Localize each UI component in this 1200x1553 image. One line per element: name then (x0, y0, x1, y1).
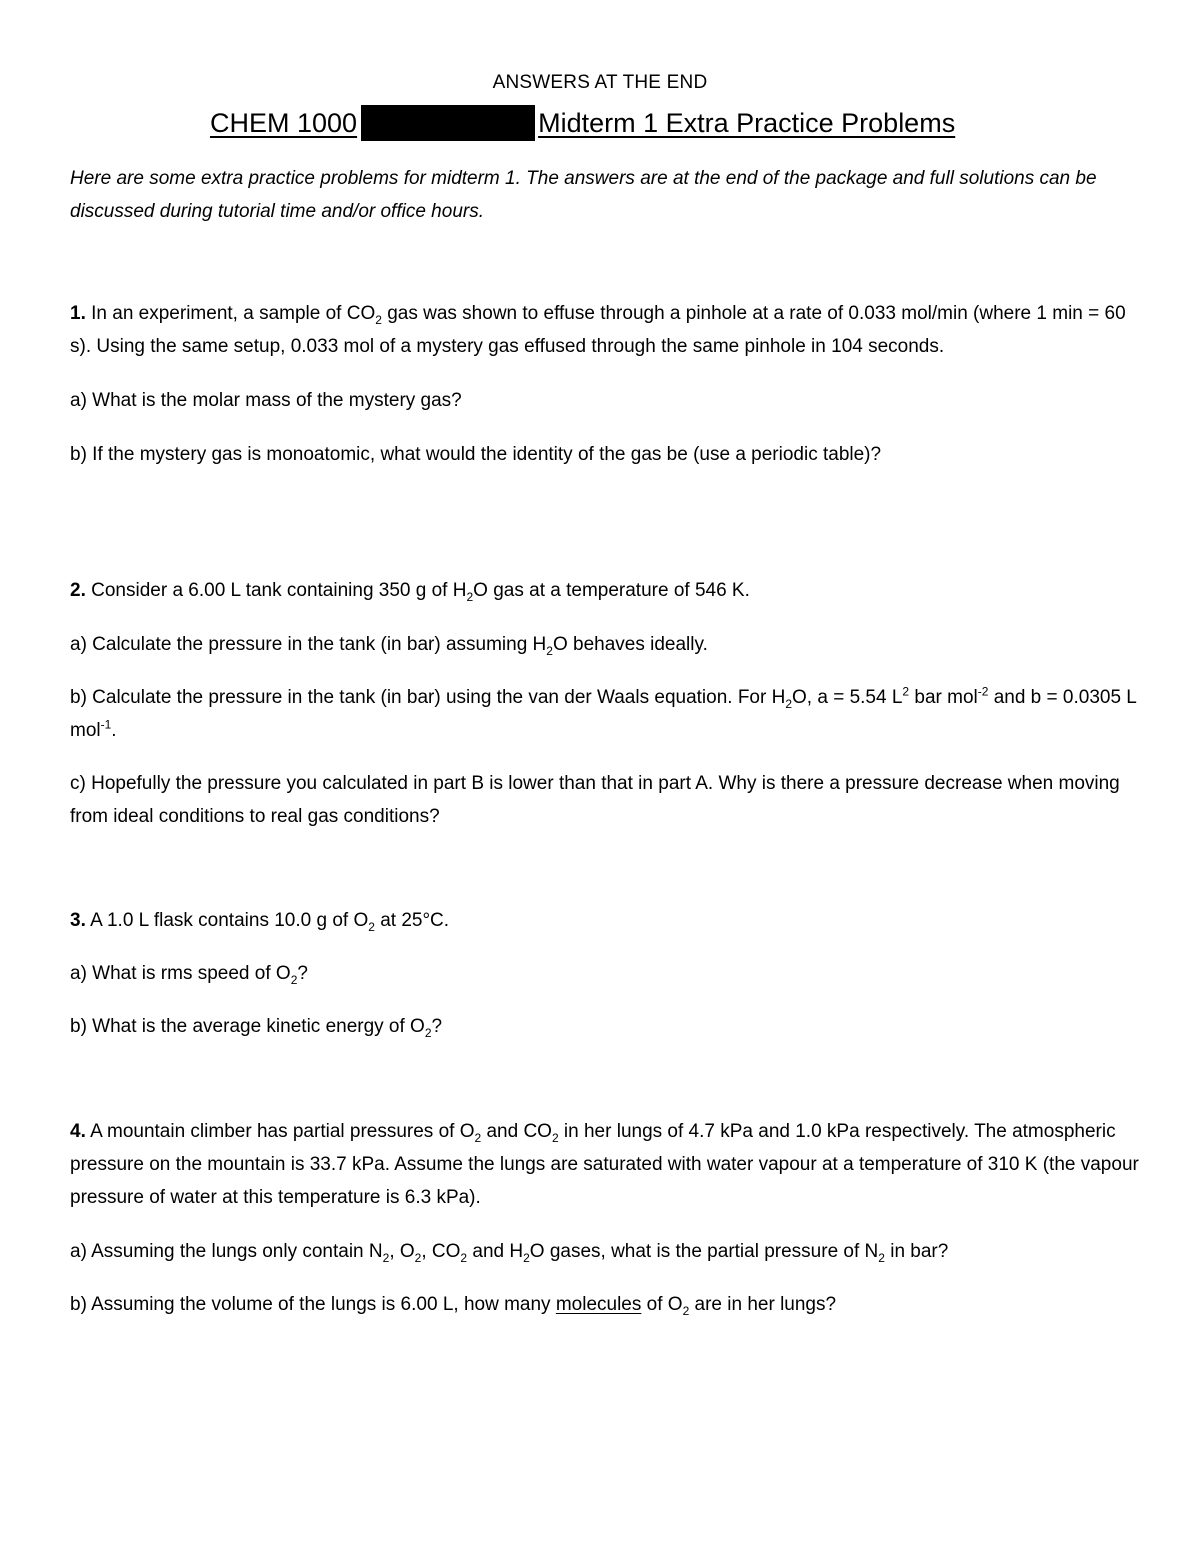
question-4-stem: 4. A mountain climber has partial pressures of $O_2$ and $CO_2$ in her lungs of 4.7 kPa and 1.0 kPa respectively. The atmospheric pressure on the mountain is 33.7 kPa. Assume the lungs are saturated with water vapour at a temperature of 310 K (the vapour pressure of water at this temperature is 6.3 kPa). (70, 1121, 1139, 1208)
question-2 (70, 574, 1140, 833)
course-code: CHEM 1000 (210, 108, 358, 138)
question-2c: c) Hopefully the pressure you calculated in part B is lower than that in part A. Why is there a pressure decrease when moving from ideal conditions to real gas conditions? (70, 773, 1120, 827)
question-1b: b) If the mystery gas is monoatomic, what would the identity of the gas be (use a periodic table)? (70, 444, 882, 465)
question-3b: b) What is the average kinetic energy of $O_2$? (70, 1016, 443, 1040)
question-2b: b) Calculate the pressure in the tank (in bar) using the van der Waals equation. For $H_2O$, a = 5.54 $L^2$ bar mol$^{-2}$ and b = 0.0305 L mol$^{-1}$. (70, 684, 1137, 741)
redaction-box (361, 105, 535, 141)
question-2-stem: 2. Consider a 6.00 L tank containing 350 g of $H_2O$ gas at a temperature of 546 K. (70, 580, 750, 604)
question-4b: b) Assuming the volume of the lungs is 6.00 L, how many molecules of $O_2$ are in her lungs? (70, 1294, 837, 1318)
question-number: 3. (70, 910, 86, 931)
question-4 (70, 1115, 1140, 1321)
title-row (210, 102, 955, 138)
emphasis-underline: molecules (555, 1294, 642, 1315)
question-1-stem: 1. In an experiment, a sample of $CO_2$ gas was shown to effuse through a pinhole at a rate of 0.033 mol/min (where 1 min = 60 s). Using the same setup, 0.033 mol of a mystery gas effused through the same pinhole in 104 seconds. (70, 303, 1126, 357)
intro-text: Here are some extra practice problems for midterm 1. The answers are at the end of the package and full solutions can be discussed during tutorial time and/or office hours. (70, 168, 1097, 222)
question-3a: a) What is rms speed of $O_2$? (70, 963, 308, 987)
question-number: 4. (70, 1121, 86, 1142)
question-1a: a) What is the molar mass of the mystery gas? (70, 390, 462, 411)
question-4a: a) Assuming the lungs only contain $N_2$, $O_2$, $CO_2$ and $H_2O$ gases, what is the partial pressure of $N_2$ in bar? (70, 1241, 949, 1265)
question-number: 2. (70, 580, 86, 601)
answers-note: ANSWERS AT THE END (492, 72, 708, 93)
page-title: Midterm 1 Extra Practice Problems (538, 108, 956, 138)
question-2a: a) Calculate the pressure in the tank (in bar) assuming $H_2O$ behaves ideally. (70, 634, 708, 658)
question-1 (70, 297, 1140, 471)
question-3 (70, 904, 1140, 1043)
question-number: 1. (70, 303, 86, 324)
question-3-stem: 3. A 1.0 L flask contains 10.0 g of $O_2$ at 25°C. (70, 910, 450, 934)
